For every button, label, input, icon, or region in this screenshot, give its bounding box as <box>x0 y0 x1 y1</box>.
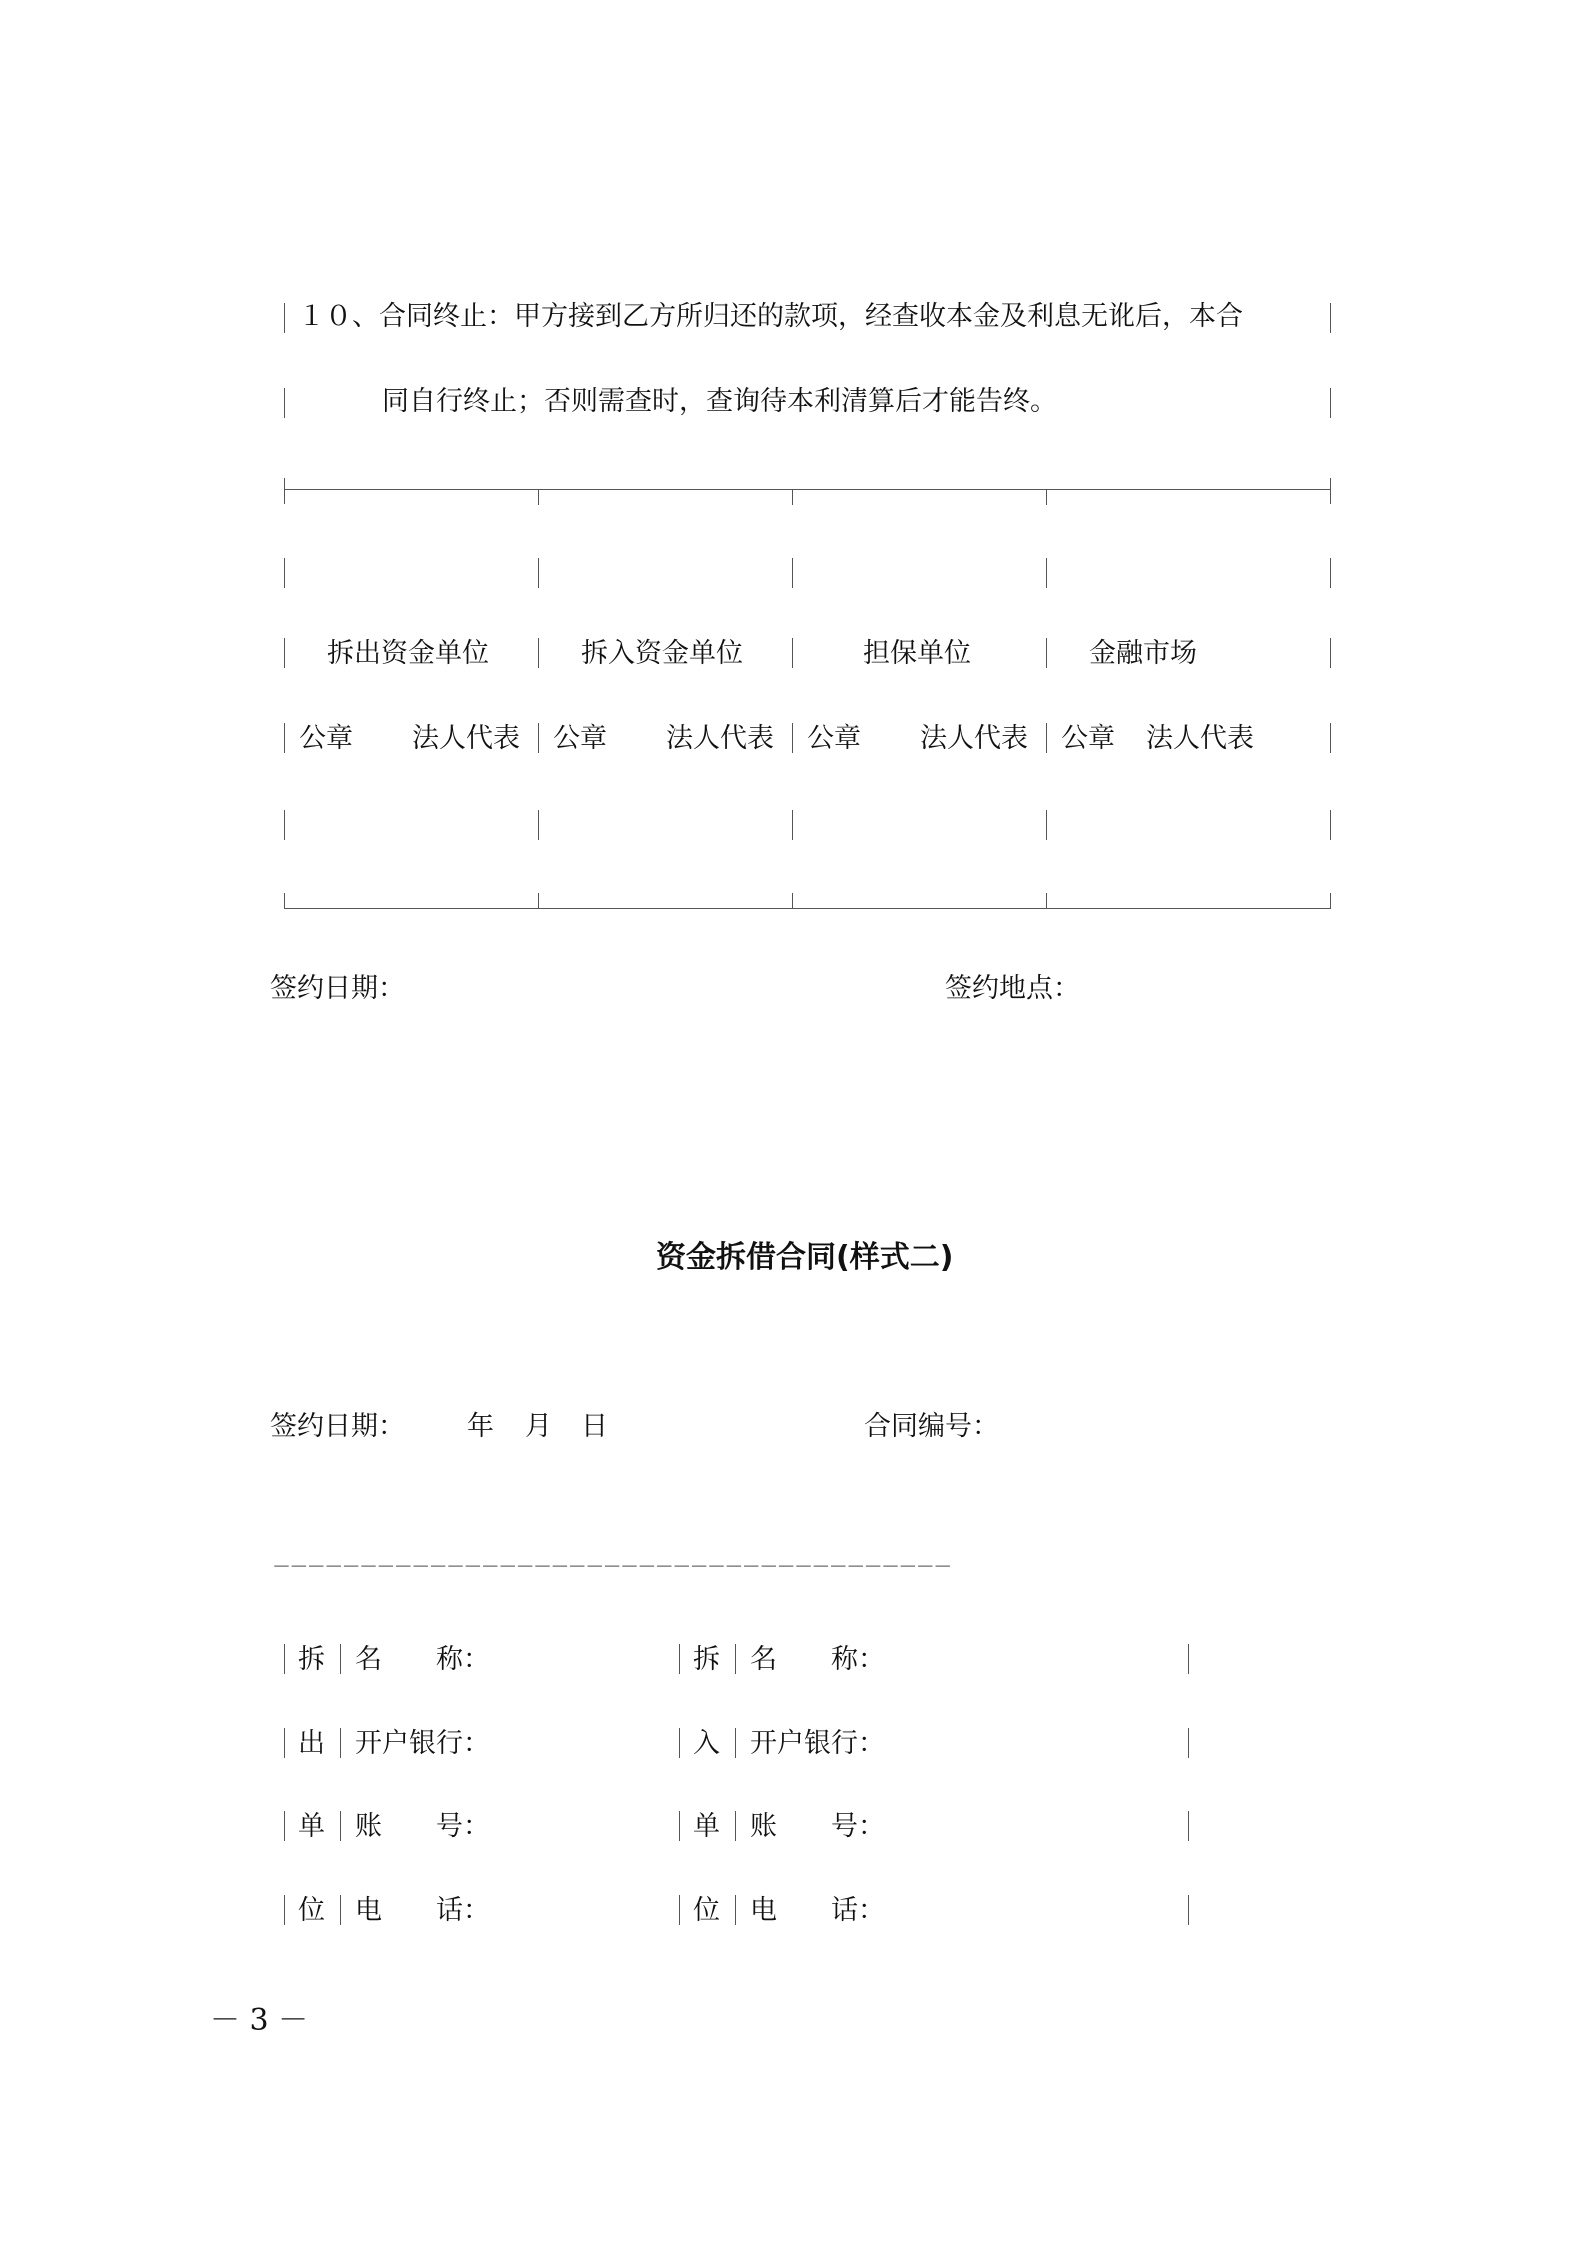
grid-divider <box>340 1644 341 1674</box>
table-tick <box>538 893 539 909</box>
day-label: 日 <box>581 1411 608 1442</box>
grid-divider <box>340 1728 341 1758</box>
header-financial-market: 金融市场 <box>1089 638 1197 669</box>
table-divider <box>1046 558 1047 588</box>
lender-name-label: 名 称： <box>355 1644 490 1675</box>
table-divider <box>538 638 539 668</box>
table-divider <box>538 810 539 840</box>
grid-divider <box>679 1728 680 1758</box>
grid-divider <box>1188 1895 1189 1925</box>
table-tick <box>792 893 793 909</box>
legal-rep-label: 法人代表 <box>412 723 520 754</box>
lender-bank-label: 开户银行： <box>355 1728 490 1759</box>
header-guarantor-unit: 担保单位 <box>863 638 971 669</box>
legal-rep-label: 法人代表 <box>666 723 774 754</box>
clause-border-left <box>284 303 285 333</box>
seal-label: 公章 <box>553 723 607 754</box>
form-2-title: 资金拆借合同(样式二) <box>656 1240 954 1275</box>
lender-account-label: 账 号： <box>355 1811 490 1842</box>
legal-rep-label: 法人代表 <box>920 723 1028 754</box>
month-label: 月 <box>525 1411 552 1442</box>
lender-char: 拆 <box>298 1644 325 1675</box>
grid-divider <box>1188 1728 1189 1758</box>
clause-border-right <box>1330 303 1331 333</box>
header-lender-unit: 拆出资金单位 <box>327 638 489 669</box>
table-divider <box>792 638 793 668</box>
table-divider <box>284 638 285 668</box>
table-tick <box>538 489 539 505</box>
table-divider <box>1330 558 1331 588</box>
table-divider <box>1330 810 1331 840</box>
borrower-char: 拆 <box>693 1644 720 1675</box>
table-divider <box>792 558 793 588</box>
grid-divider <box>735 1811 736 1841</box>
grid-divider <box>340 1811 341 1841</box>
sign-place-label: 签约地点： <box>945 973 1080 1004</box>
year-label: 年 <box>467 1411 494 1442</box>
grid-divider <box>679 1811 680 1841</box>
table-bottom-rule <box>284 908 1330 909</box>
grid-divider <box>1188 1644 1189 1674</box>
sign-date-label: 签约日期： <box>270 1411 405 1442</box>
table-divider <box>1046 810 1047 840</box>
table-top-rule <box>284 489 1330 490</box>
seal-label: 公章 <box>299 723 353 754</box>
lender-char: 位 <box>298 1895 325 1926</box>
table-divider <box>1046 638 1047 668</box>
table-tick <box>1330 893 1331 909</box>
clause-10-line-2: 同自行终止；否则需查时，查询待本利清算后才能告终。 <box>382 386 1057 417</box>
clause-10-line-1: １０、合同终止：甲方接到乙方所归还的款项，经查收本金及利息无讹后，本合 <box>298 301 1243 332</box>
table-divider <box>538 558 539 588</box>
dash-separator: －－－－－－－－－－－－－－－－－－－－－－－－－－－－－－－－－－－－－－－ <box>272 1556 951 1578</box>
grid-divider <box>679 1895 680 1925</box>
borrower-char: 单 <box>693 1811 720 1842</box>
lender-phone-label: 电 话： <box>355 1895 490 1926</box>
borrower-bank-label: 开户银行： <box>750 1728 885 1759</box>
table-divider <box>284 558 285 588</box>
seal-label: 公章 <box>1061 723 1115 754</box>
grid-divider <box>735 1644 736 1674</box>
table-divider <box>792 810 793 840</box>
table-divider <box>1330 638 1331 668</box>
borrower-account-label: 账 号： <box>750 1811 885 1842</box>
grid-divider <box>679 1644 680 1674</box>
clause-border-left <box>284 388 285 418</box>
table-tick <box>1330 478 1331 504</box>
clause-border-right <box>1330 388 1331 418</box>
table-tick <box>284 893 285 909</box>
table-tick <box>284 478 285 504</box>
lender-char: 出 <box>298 1728 325 1759</box>
table-divider <box>1330 723 1331 753</box>
table-divider <box>538 723 539 753</box>
grid-divider <box>284 1644 285 1674</box>
grid-divider <box>284 1811 285 1841</box>
table-divider <box>284 723 285 753</box>
borrower-name-label: 名 称： <box>750 1644 885 1675</box>
borrower-char: 入 <box>693 1728 720 1759</box>
contract-number-label: 合同编号： <box>864 1411 999 1442</box>
table-tick <box>1046 893 1047 909</box>
seal-label: 公章 <box>807 723 861 754</box>
grid-divider <box>284 1895 285 1925</box>
grid-divider <box>735 1728 736 1758</box>
sign-date-label: 签约日期： <box>270 973 405 1004</box>
legal-rep-label: 法人代表 <box>1146 723 1254 754</box>
lender-char: 单 <box>298 1811 325 1842</box>
grid-divider <box>284 1728 285 1758</box>
borrower-char: 位 <box>693 1895 720 1926</box>
page-number: － 3 － <box>210 2003 309 2038</box>
table-tick <box>792 489 793 505</box>
grid-divider <box>340 1895 341 1925</box>
grid-divider <box>735 1895 736 1925</box>
table-divider <box>792 723 793 753</box>
grid-divider <box>1188 1811 1189 1841</box>
header-borrower-unit: 拆入资金单位 <box>581 638 743 669</box>
borrower-phone-label: 电 话： <box>750 1895 885 1926</box>
table-divider <box>1046 723 1047 753</box>
table-divider <box>284 810 285 840</box>
table-tick <box>1046 489 1047 505</box>
